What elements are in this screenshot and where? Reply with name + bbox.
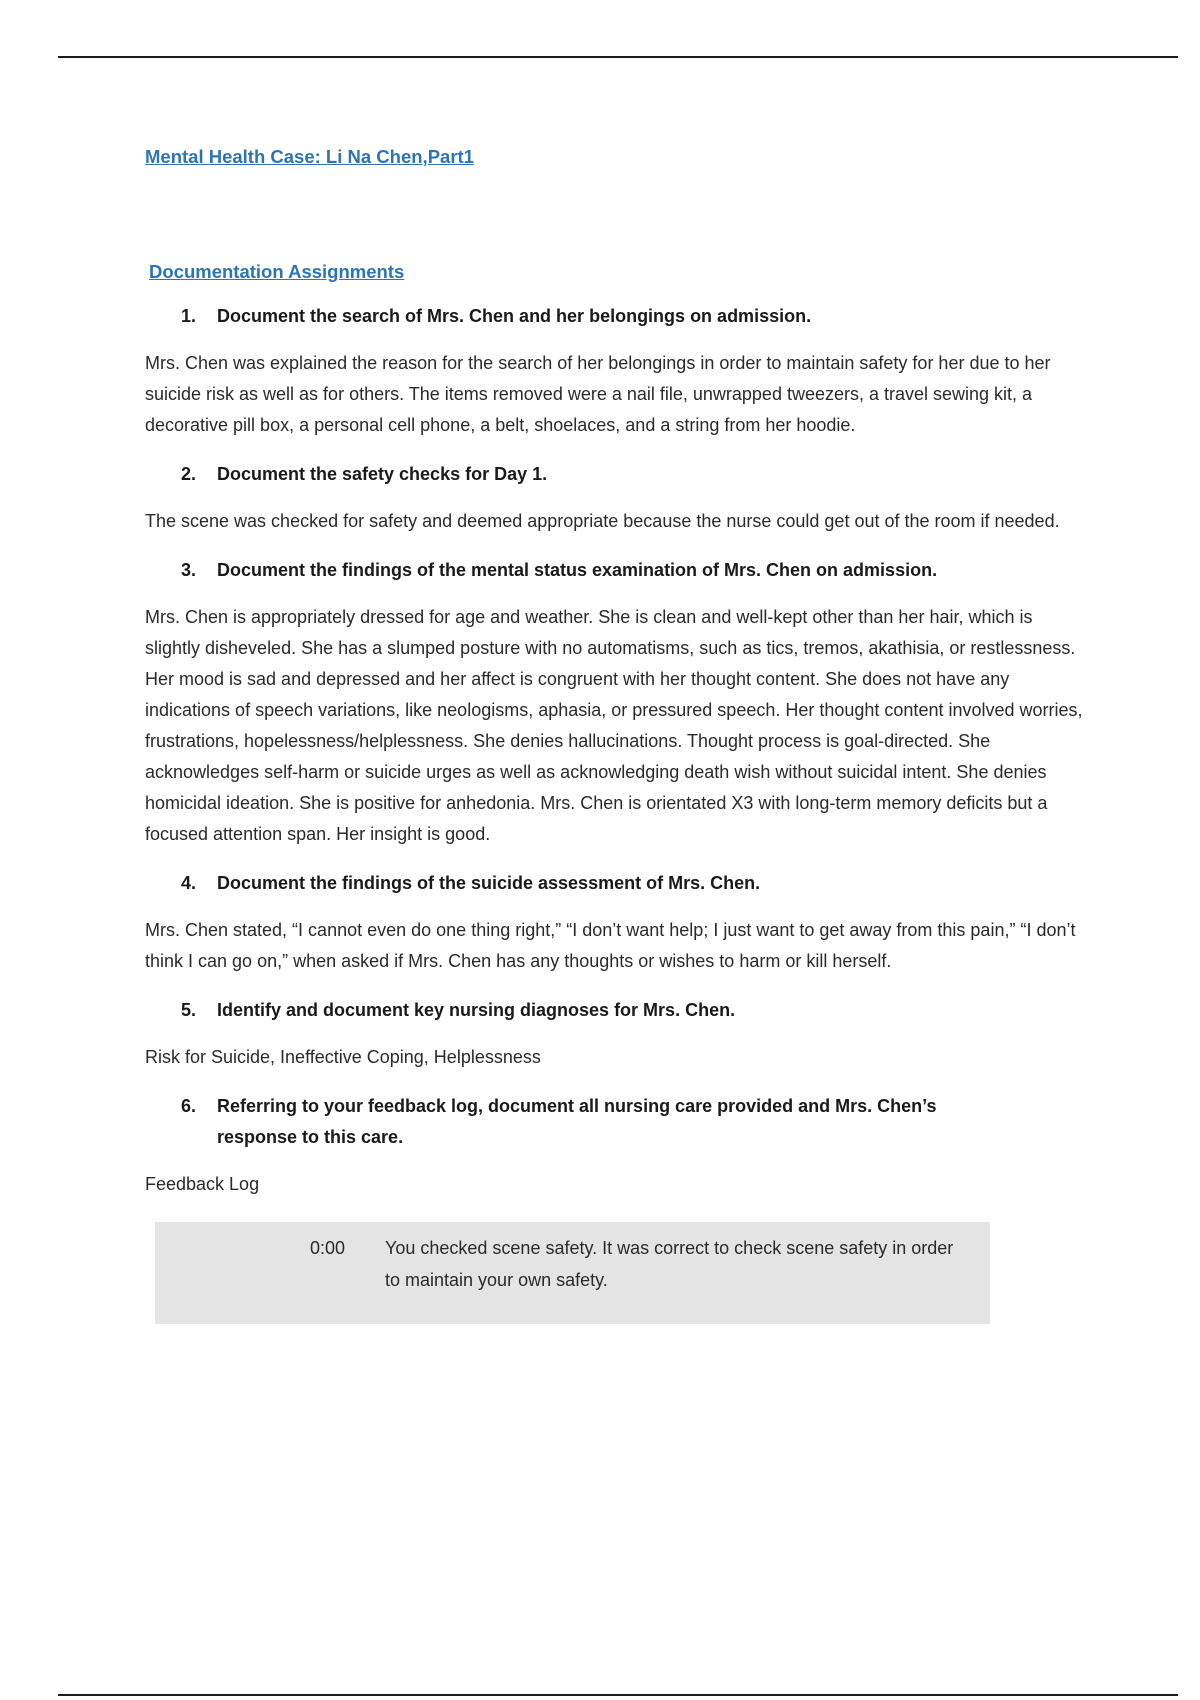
- question-item: [181, 555, 1090, 586]
- question-text: Identify and document key nursing diagnoses for Mrs. Chen.: [217, 1000, 736, 1020]
- question-text: Document the search of Mrs. Chen and her belongings on admission.: [217, 306, 812, 326]
- document-body: [145, 146, 1090, 1324]
- header-rule: [58, 56, 1178, 58]
- question-text: Document the findings of the suicide assessment of Mrs. Chen.: [217, 873, 761, 893]
- answer-paragraph: Risk for Suicide, Ineffective Coping, Helplessness: [145, 1047, 541, 1067]
- answer-paragraph: The scene was checked for safety and deemed appropriate because the nurse could get out of the room if needed.: [145, 511, 1060, 531]
- question-text: Referring to your feedback log, document all nursing care provided and Mrs. Chen’s response to this care.: [217, 1096, 937, 1147]
- question-item: [181, 459, 1090, 490]
- question-item: [181, 1091, 1090, 1153]
- answer-paragraph: Mrs. Chen stated, “I cannot even do one thing right,” “I don’t want help; I just want to get away from this pain,” “I don’t think I can go on,” when asked if Mrs. Chen has any thoughts or wishes to harm or kill herself.: [145, 920, 1076, 971]
- question-number: 2.: [181, 464, 197, 484]
- answer-paragraph: Mrs. Chen is appropriately dressed for age and weather. She is clean and well-kept other than her hair, which is slightly disheveled. She has a slumped posture with no automatisms, such as tics, tremos, akathisia, or restlessness. Her mood is sad and depressed and her affect is congruent with her thought content. She does not have any indications of speech variations, like neologisms, aphasia, or pressured speech. Her thought content involved worries, frustrations, hopelessness/helplessness. She denies hallucinations. Thought process is goal-directed. She acknowledges self-harm or suicide urges as well as acknowledging death wish without suicidal intent. She denies homicidal ideation. She is positive for anhedonia. Mrs. Chen is orientated X3 with long-term memory deficits but a focused attention span. Her insight is good.: [145, 607, 1083, 844]
- question-number: 3.: [181, 560, 197, 580]
- section-heading-link[interactable]: Documentation Assignments: [149, 261, 405, 282]
- question-number: 5.: [181, 1000, 197, 1020]
- question-item: [181, 868, 1090, 899]
- document-title-link[interactable]: Mental Health Case: Li Na Chen,Part1: [145, 146, 474, 167]
- feedback-log-label: Feedback Log: [145, 1174, 260, 1194]
- question-number: 6.: [181, 1096, 197, 1116]
- question-number: 4.: [181, 873, 197, 893]
- feedback-log-entry: [155, 1222, 990, 1324]
- answer-paragraph: Mrs. Chen was explained the reason for the search of her belongings in order to maintain safety for her due to her suicide risk as well as for others. The items removed were a nail file, unwrapped tweezers, a travel sewing kit, a decorative pill box, a personal cell phone, a belt, shoelaces, and a string from her hoodie.: [145, 353, 1051, 435]
- question-number: 1.: [181, 306, 197, 326]
- feedback-log-time: 0:00: [310, 1238, 346, 1258]
- footer-rule: [58, 1694, 1178, 1696]
- question-text: Document the findings of the mental status examination of Mrs. Chen on admission.: [217, 560, 938, 580]
- feedback-log-text: You checked scene safety. It was correct to check scene safety in order to maintain your own safety.: [385, 1238, 954, 1290]
- question-item: [181, 301, 1090, 332]
- question-item: [181, 995, 1090, 1026]
- question-text: Document the safety checks for Day 1.: [217, 464, 548, 484]
